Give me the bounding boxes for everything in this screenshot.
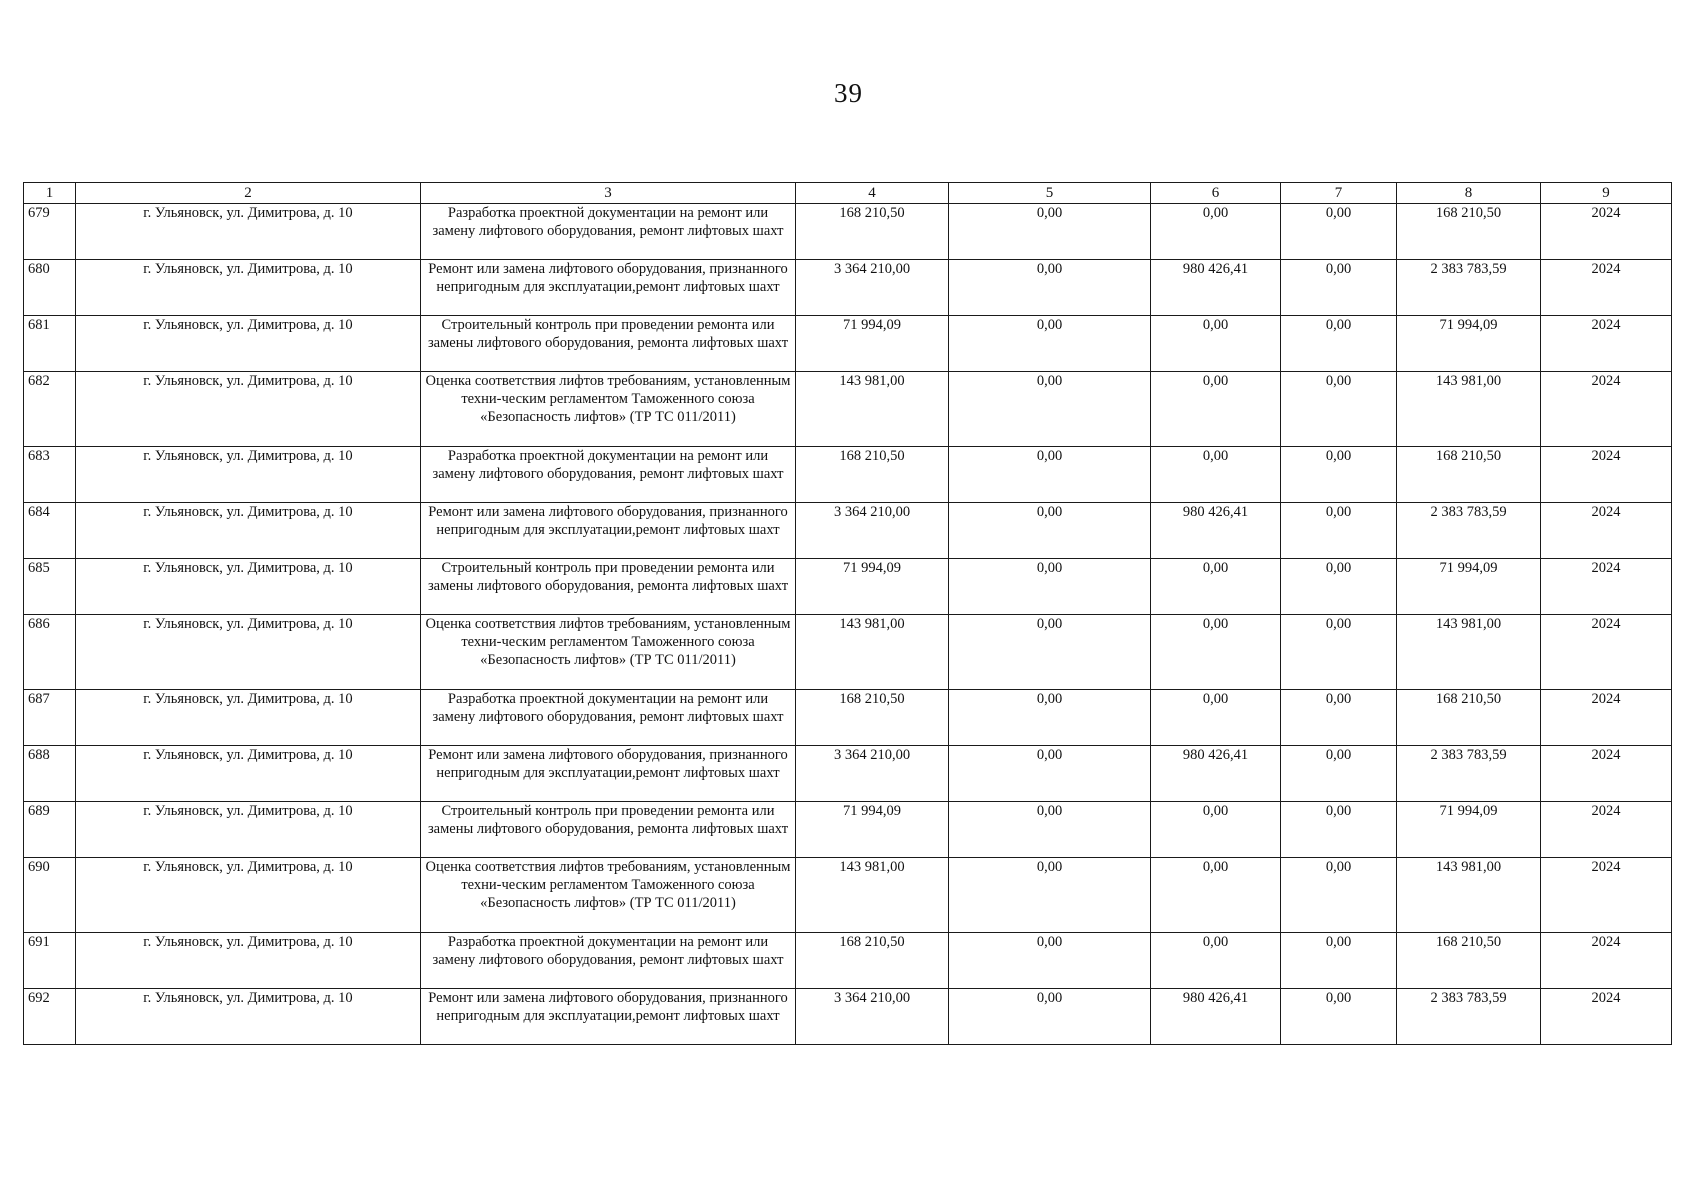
row-year: 2024 (1541, 933, 1672, 989)
row-address: г. Ульяновск, ул. Димитрова, д. 10 (76, 802, 421, 858)
row-col-5: 0,00 (949, 204, 1151, 260)
row-col-4: 168 210,50 (796, 690, 949, 746)
row-work-type: Ремонт или замена лифтового оборудования, признанного непригодным для эксплуатации,ремонт лифтовых шахт (421, 260, 796, 316)
row-work-type: Разработка проектной документации на ремонт или замену лифтового оборудования, ремонт лифтовых шахт (421, 204, 796, 260)
row-col-5: 0,00 (949, 559, 1151, 615)
header-col-7: 7 (1281, 183, 1397, 204)
row-col-5: 0,00 (949, 989, 1151, 1045)
row-col-5: 0,00 (949, 372, 1151, 447)
row-col-7: 0,00 (1281, 989, 1397, 1045)
row-year: 2024 (1541, 802, 1672, 858)
row-number: 682 (24, 372, 76, 447)
row-col-7: 0,00 (1281, 559, 1397, 615)
row-number: 688 (24, 746, 76, 802)
header-col-1: 1 (24, 183, 76, 204)
row-col-8: 168 210,50 (1397, 204, 1541, 260)
row-col-8: 71 994,09 (1397, 316, 1541, 372)
row-address: г. Ульяновск, ул. Димитрова, д. 10 (76, 559, 421, 615)
row-col-5: 0,00 (949, 746, 1151, 802)
row-col-7: 0,00 (1281, 933, 1397, 989)
row-col-6: 0,00 (1151, 802, 1281, 858)
row-number: 683 (24, 447, 76, 503)
row-year: 2024 (1541, 746, 1672, 802)
row-year: 2024 (1541, 372, 1672, 447)
row-col-6: 980 426,41 (1151, 503, 1281, 559)
table-body (24, 204, 1672, 1045)
row-address: г. Ульяновск, ул. Димитрова, д. 10 (76, 260, 421, 316)
row-col-8: 2 383 783,59 (1397, 260, 1541, 316)
row-number: 685 (24, 559, 76, 615)
header-col-2: 2 (76, 183, 421, 204)
row-work-type: Оценка соответствия лифтов требованиям, установленным техни-ческим регламентом Таможенного союза «Безопасность лифтов» (ТР ТС 011/2011) (421, 858, 796, 933)
row-col-7: 0,00 (1281, 802, 1397, 858)
row-col-4: 143 981,00 (796, 858, 949, 933)
row-col-8: 2 383 783,59 (1397, 746, 1541, 802)
row-number: 681 (24, 316, 76, 372)
row-year: 2024 (1541, 559, 1672, 615)
row-address: г. Ульяновск, ул. Димитрова, д. 10 (76, 503, 421, 559)
row-work-type: Ремонт или замена лифтового оборудования, признанного непригодным для эксплуатации,ремонт лифтовых шахт (421, 503, 796, 559)
row-col-4: 3 364 210,00 (796, 503, 949, 559)
row-address: г. Ульяновск, ул. Димитрова, д. 10 (76, 690, 421, 746)
row-work-type: Строительный контроль при проведении ремонта или замены лифтового оборудования, ремонта лифтовых шахт (421, 316, 796, 372)
row-work-type: Разработка проектной документации на ремонт или замену лифтового оборудования, ремонт лифтовых шахт (421, 933, 796, 989)
row-number: 684 (24, 503, 76, 559)
row-col-7: 0,00 (1281, 746, 1397, 802)
row-work-type: Ремонт или замена лифтового оборудования, признанного непригодным для эксплуатации,ремонт лифтовых шахт (421, 989, 796, 1045)
row-col-5: 0,00 (949, 858, 1151, 933)
row-year: 2024 (1541, 260, 1672, 316)
table-row (24, 503, 1672, 559)
row-col-8: 168 210,50 (1397, 690, 1541, 746)
row-number: 687 (24, 690, 76, 746)
row-number: 692 (24, 989, 76, 1045)
row-col-8: 168 210,50 (1397, 933, 1541, 989)
register-table-container (23, 182, 1671, 1045)
row-number: 679 (24, 204, 76, 260)
row-col-7: 0,00 (1281, 503, 1397, 559)
row-col-6: 0,00 (1151, 858, 1281, 933)
row-col-8: 71 994,09 (1397, 559, 1541, 615)
row-col-6: 0,00 (1151, 615, 1281, 690)
row-year: 2024 (1541, 615, 1672, 690)
row-year: 2024 (1541, 989, 1672, 1045)
row-col-7: 0,00 (1281, 372, 1397, 447)
row-col-7: 0,00 (1281, 316, 1397, 372)
row-address: г. Ульяновск, ул. Димитрова, д. 10 (76, 316, 421, 372)
table-row (24, 746, 1672, 802)
header-col-8: 8 (1397, 183, 1541, 204)
register-table (23, 182, 1672, 1045)
row-col-7: 0,00 (1281, 615, 1397, 690)
row-col-5: 0,00 (949, 615, 1151, 690)
row-number: 680 (24, 260, 76, 316)
row-col-5: 0,00 (949, 933, 1151, 989)
row-col-7: 0,00 (1281, 690, 1397, 746)
row-col-4: 71 994,09 (796, 316, 949, 372)
row-work-type: Оценка соответствия лифтов требованиям, установленным техни-ческим регламентом Таможенного союза «Безопасность лифтов» (ТР ТС 011/2011) (421, 615, 796, 690)
row-col-7: 0,00 (1281, 204, 1397, 260)
table-row (24, 260, 1672, 316)
table-row (24, 690, 1672, 746)
row-number: 691 (24, 933, 76, 989)
row-col-8: 168 210,50 (1397, 447, 1541, 503)
row-number: 686 (24, 615, 76, 690)
row-work-type: Строительный контроль при проведении ремонта или замены лифтового оборудования, ремонта лифтовых шахт (421, 559, 796, 615)
table-row (24, 204, 1672, 260)
row-col-4: 3 364 210,00 (796, 260, 949, 316)
row-col-5: 0,00 (949, 690, 1151, 746)
row-address: г. Ульяновск, ул. Димитрова, д. 10 (76, 447, 421, 503)
header-col-9: 9 (1541, 183, 1672, 204)
table-header (24, 183, 1672, 204)
row-col-8: 143 981,00 (1397, 372, 1541, 447)
header-col-3: 3 (421, 183, 796, 204)
header-col-6: 6 (1151, 183, 1281, 204)
row-col-4: 3 364 210,00 (796, 989, 949, 1045)
table-row (24, 559, 1672, 615)
row-col-6: 0,00 (1151, 372, 1281, 447)
row-col-6: 0,00 (1151, 690, 1281, 746)
row-number: 689 (24, 802, 76, 858)
row-year: 2024 (1541, 858, 1672, 933)
row-address: г. Ульяновск, ул. Димитрова, д. 10 (76, 746, 421, 802)
row-number: 690 (24, 858, 76, 933)
row-col-4: 168 210,50 (796, 933, 949, 989)
row-col-7: 0,00 (1281, 858, 1397, 933)
row-work-type: Разработка проектной документации на ремонт или замену лифтового оборудования, ремонт лифтовых шахт (421, 447, 796, 503)
table-row (24, 372, 1672, 447)
row-address: г. Ульяновск, ул. Димитрова, д. 10 (76, 933, 421, 989)
table-row (24, 615, 1672, 690)
row-col-5: 0,00 (949, 503, 1151, 559)
row-col-6: 0,00 (1151, 933, 1281, 989)
row-year: 2024 (1541, 447, 1672, 503)
row-col-5: 0,00 (949, 260, 1151, 316)
row-col-4: 168 210,50 (796, 204, 949, 260)
row-address: г. Ульяновск, ул. Димитрова, д. 10 (76, 615, 421, 690)
row-work-type: Разработка проектной документации на ремонт или замену лифтового оборудования, ремонт лифтовых шахт (421, 690, 796, 746)
row-address: г. Ульяновск, ул. Димитрова, д. 10 (76, 858, 421, 933)
page-number: 39 (834, 78, 863, 108)
row-col-4: 71 994,09 (796, 559, 949, 615)
row-col-5: 0,00 (949, 447, 1151, 503)
row-col-5: 0,00 (949, 316, 1151, 372)
row-col-4: 71 994,09 (796, 802, 949, 858)
row-col-6: 980 426,41 (1151, 746, 1281, 802)
row-col-6: 980 426,41 (1151, 260, 1281, 316)
row-col-8: 2 383 783,59 (1397, 503, 1541, 559)
row-col-4: 143 981,00 (796, 615, 949, 690)
row-col-8: 143 981,00 (1397, 858, 1541, 933)
row-col-7: 0,00 (1281, 260, 1397, 316)
row-address: г. Ульяновск, ул. Димитрова, д. 10 (76, 372, 421, 447)
row-address: г. Ульяновск, ул. Димитрова, д. 10 (76, 204, 421, 260)
row-col-6: 0,00 (1151, 316, 1281, 372)
row-col-4: 168 210,50 (796, 447, 949, 503)
table-row (24, 858, 1672, 933)
row-col-7: 0,00 (1281, 447, 1397, 503)
header-row (24, 183, 1672, 204)
row-work-type: Ремонт или замена лифтового оборудования, признанного непригодным для эксплуатации,ремонт лифтовых шахт (421, 746, 796, 802)
header-col-4: 4 (796, 183, 949, 204)
row-col-6: 980 426,41 (1151, 989, 1281, 1045)
table-row (24, 933, 1672, 989)
row-work-type: Строительный контроль при проведении ремонта или замены лифтового оборудования, ремонта лифтовых шахт (421, 802, 796, 858)
row-year: 2024 (1541, 316, 1672, 372)
row-col-4: 143 981,00 (796, 372, 949, 447)
table-row (24, 989, 1672, 1045)
row-year: 2024 (1541, 690, 1672, 746)
row-col-8: 71 994,09 (1397, 802, 1541, 858)
row-col-5: 0,00 (949, 802, 1151, 858)
table-row (24, 316, 1672, 372)
header-col-5: 5 (949, 183, 1151, 204)
row-col-6: 0,00 (1151, 204, 1281, 260)
row-year: 2024 (1541, 503, 1672, 559)
row-col-6: 0,00 (1151, 559, 1281, 615)
row-col-6: 0,00 (1151, 447, 1281, 503)
row-address: г. Ульяновск, ул. Димитрова, д. 10 (76, 989, 421, 1045)
row-col-8: 2 383 783,59 (1397, 989, 1541, 1045)
row-year: 2024 (1541, 204, 1672, 260)
table-row (24, 447, 1672, 503)
row-col-8: 143 981,00 (1397, 615, 1541, 690)
row-col-4: 3 364 210,00 (796, 746, 949, 802)
row-work-type: Оценка соответствия лифтов требованиям, установленным техни-ческим регламентом Таможенного союза «Безопасность лифтов» (ТР ТС 011/2011) (421, 372, 796, 447)
table-row (24, 802, 1672, 858)
